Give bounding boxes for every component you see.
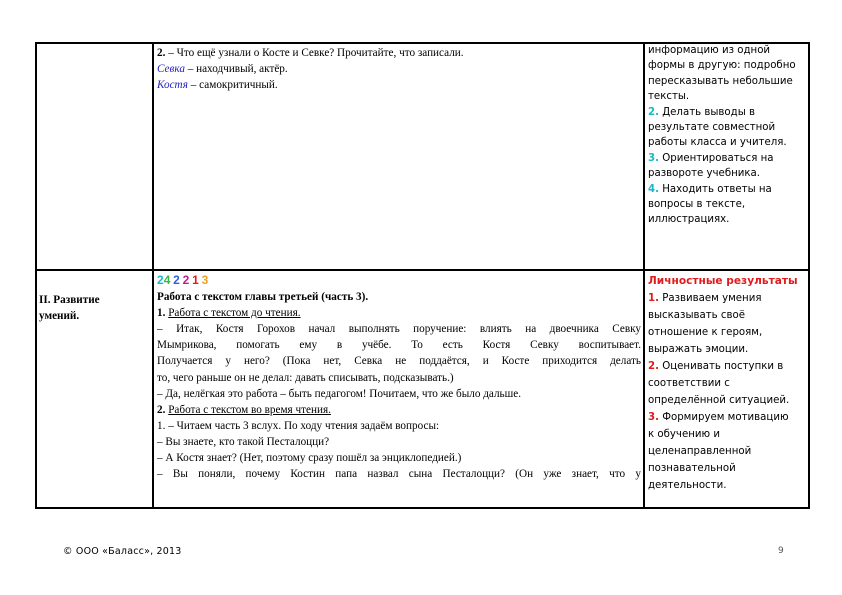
paragraph-line: – Да, нелёгкая это работа – быть педагогом! Почитаем, что же было дальше.	[157, 387, 522, 400]
result-text-line: к обучению и	[648, 429, 720, 440]
result-item-3	[648, 409, 806, 426]
paragraph-line: Получается у него? (Пока нет, Севка не поддаётся, и Косте приходится делать	[157, 355, 641, 368]
result-text: Находить ответы на	[658, 183, 772, 195]
paragraph-line: – Итак, Костя Горохов начал выполнять поручение: влиять на двоечника Севку	[157, 323, 641, 336]
result-text: Ориентироваться на	[658, 152, 774, 164]
result-text-line: целенаправленной	[648, 446, 752, 457]
result-text-line: определённой ситуацией.	[648, 395, 790, 406]
row1-activity-cell	[157, 45, 641, 93]
paragraph-line: Мымрикова, помогать ему в учёбе. То есть Костя Севку воспитывает.	[157, 339, 641, 352]
result-item-2	[648, 358, 806, 375]
step-2	[157, 402, 641, 418]
paragraph-line: то, чего раньше он не делал: давать списывать, подсказывать.)	[157, 371, 454, 384]
row1-results-cell	[648, 43, 806, 228]
result-item-2	[648, 105, 806, 120]
column-divider-2	[643, 42, 645, 508]
section-heading: Работа с текстом главы третьей (часть 3).	[157, 291, 369, 304]
digit: 2	[157, 273, 164, 287]
row2-activity-cell	[157, 272, 641, 482]
column-divider-1	[152, 42, 154, 508]
character-line-kostya	[157, 77, 641, 93]
result-number: 2.	[648, 361, 659, 372]
result-text-line: отношение к героям,	[648, 327, 763, 338]
character-line-sevka	[157, 61, 641, 77]
stage-title-line: умений.	[39, 310, 80, 322]
result-number: 4.	[648, 183, 659, 195]
result-text-line: соответствии с	[648, 378, 730, 389]
result-text: Формируем мотивацию	[658, 412, 789, 423]
copyright-footer: © ООО «Баласс», 2013	[63, 546, 182, 557]
question-number: 2.	[157, 47, 166, 59]
character-name-kostya: Костя	[157, 79, 188, 92]
result-text-line: выражать эмоции.	[648, 344, 749, 355]
result-text-line: высказывать своё	[648, 310, 746, 321]
result-number: 3.	[648, 412, 659, 423]
result-text-line: деятельности.	[648, 480, 727, 491]
paragraph-line: – Вы знаете, кто такой Песталоцци?	[157, 435, 330, 448]
result-number: 3.	[648, 152, 659, 164]
result-number: 1.	[648, 293, 659, 304]
result-item-4	[648, 182, 806, 197]
colored-digits	[157, 272, 641, 289]
result-text: Оценивать поступки в	[658, 361, 784, 372]
result-item-3	[648, 151, 806, 166]
step-title: Работа с текстом до чтения.	[168, 307, 301, 320]
digit: 2	[173, 273, 180, 287]
result-text-line: познавательной	[648, 463, 736, 474]
digit: 4	[163, 273, 171, 287]
result-number: 2.	[648, 106, 659, 118]
digit: 3	[201, 273, 209, 287]
result-text-line: информацию из одной	[648, 45, 771, 56]
lesson-plan-table	[35, 42, 810, 508]
personal-results-heading: Личностные результаты	[648, 275, 798, 287]
question-line	[157, 45, 641, 61]
result-text: Развиваем умения	[658, 293, 762, 304]
result-text-line: вопросы в тексте,	[648, 199, 746, 211]
character-trait-kostya: – самокритичный.	[187, 79, 278, 92]
digit: 2	[182, 273, 190, 287]
result-text: Делать выводы в	[658, 106, 755, 118]
result-text-line: развороте учебника.	[648, 168, 761, 180]
step-1	[157, 305, 641, 321]
stage-title-line: II. Развитие	[39, 294, 100, 306]
table-right-border	[808, 42, 810, 508]
character-trait-sevka: – находчивый, актёр.	[184, 63, 288, 76]
paragraph-line: – Вы поняли, почему Костин папа назвал сына Песталоцци? (Он уже знает, что у	[157, 468, 641, 481]
page-number: 9	[778, 546, 784, 556]
result-item-1	[648, 290, 806, 307]
step-number: 1.	[157, 307, 166, 320]
step-title: Работа с текстом во время чтения.	[168, 403, 331, 416]
result-text-line: иллюстрациях.	[648, 214, 730, 226]
paragraph-line: 1. – Читаем часть 3 вслух. По ходу чтения задаём вопросы:	[157, 419, 440, 432]
result-text-line: работы класса и учителя.	[648, 137, 787, 149]
step-number: 2.	[157, 403, 166, 416]
result-text-line: формы в другую: подробно	[648, 60, 796, 72]
result-text-line: пересказывать небольшие	[648, 75, 793, 87]
stage-title-cell	[39, 292, 149, 324]
paragraph-line: – А Костя знает? (Нет, поэтому сразу пошёл за энциклопедией.)	[157, 452, 462, 465]
result-text-line: тексты.	[648, 91, 690, 103]
character-name-sevka: Севка	[157, 63, 185, 76]
digit: 1	[192, 273, 199, 287]
row2-results-cell	[648, 273, 806, 494]
question-text: – Что ещё узнали о Косте и Севке? Прочитайте, что записали.	[165, 47, 464, 59]
table-left-border	[35, 42, 37, 508]
result-text-line: результате совместной	[648, 122, 776, 134]
